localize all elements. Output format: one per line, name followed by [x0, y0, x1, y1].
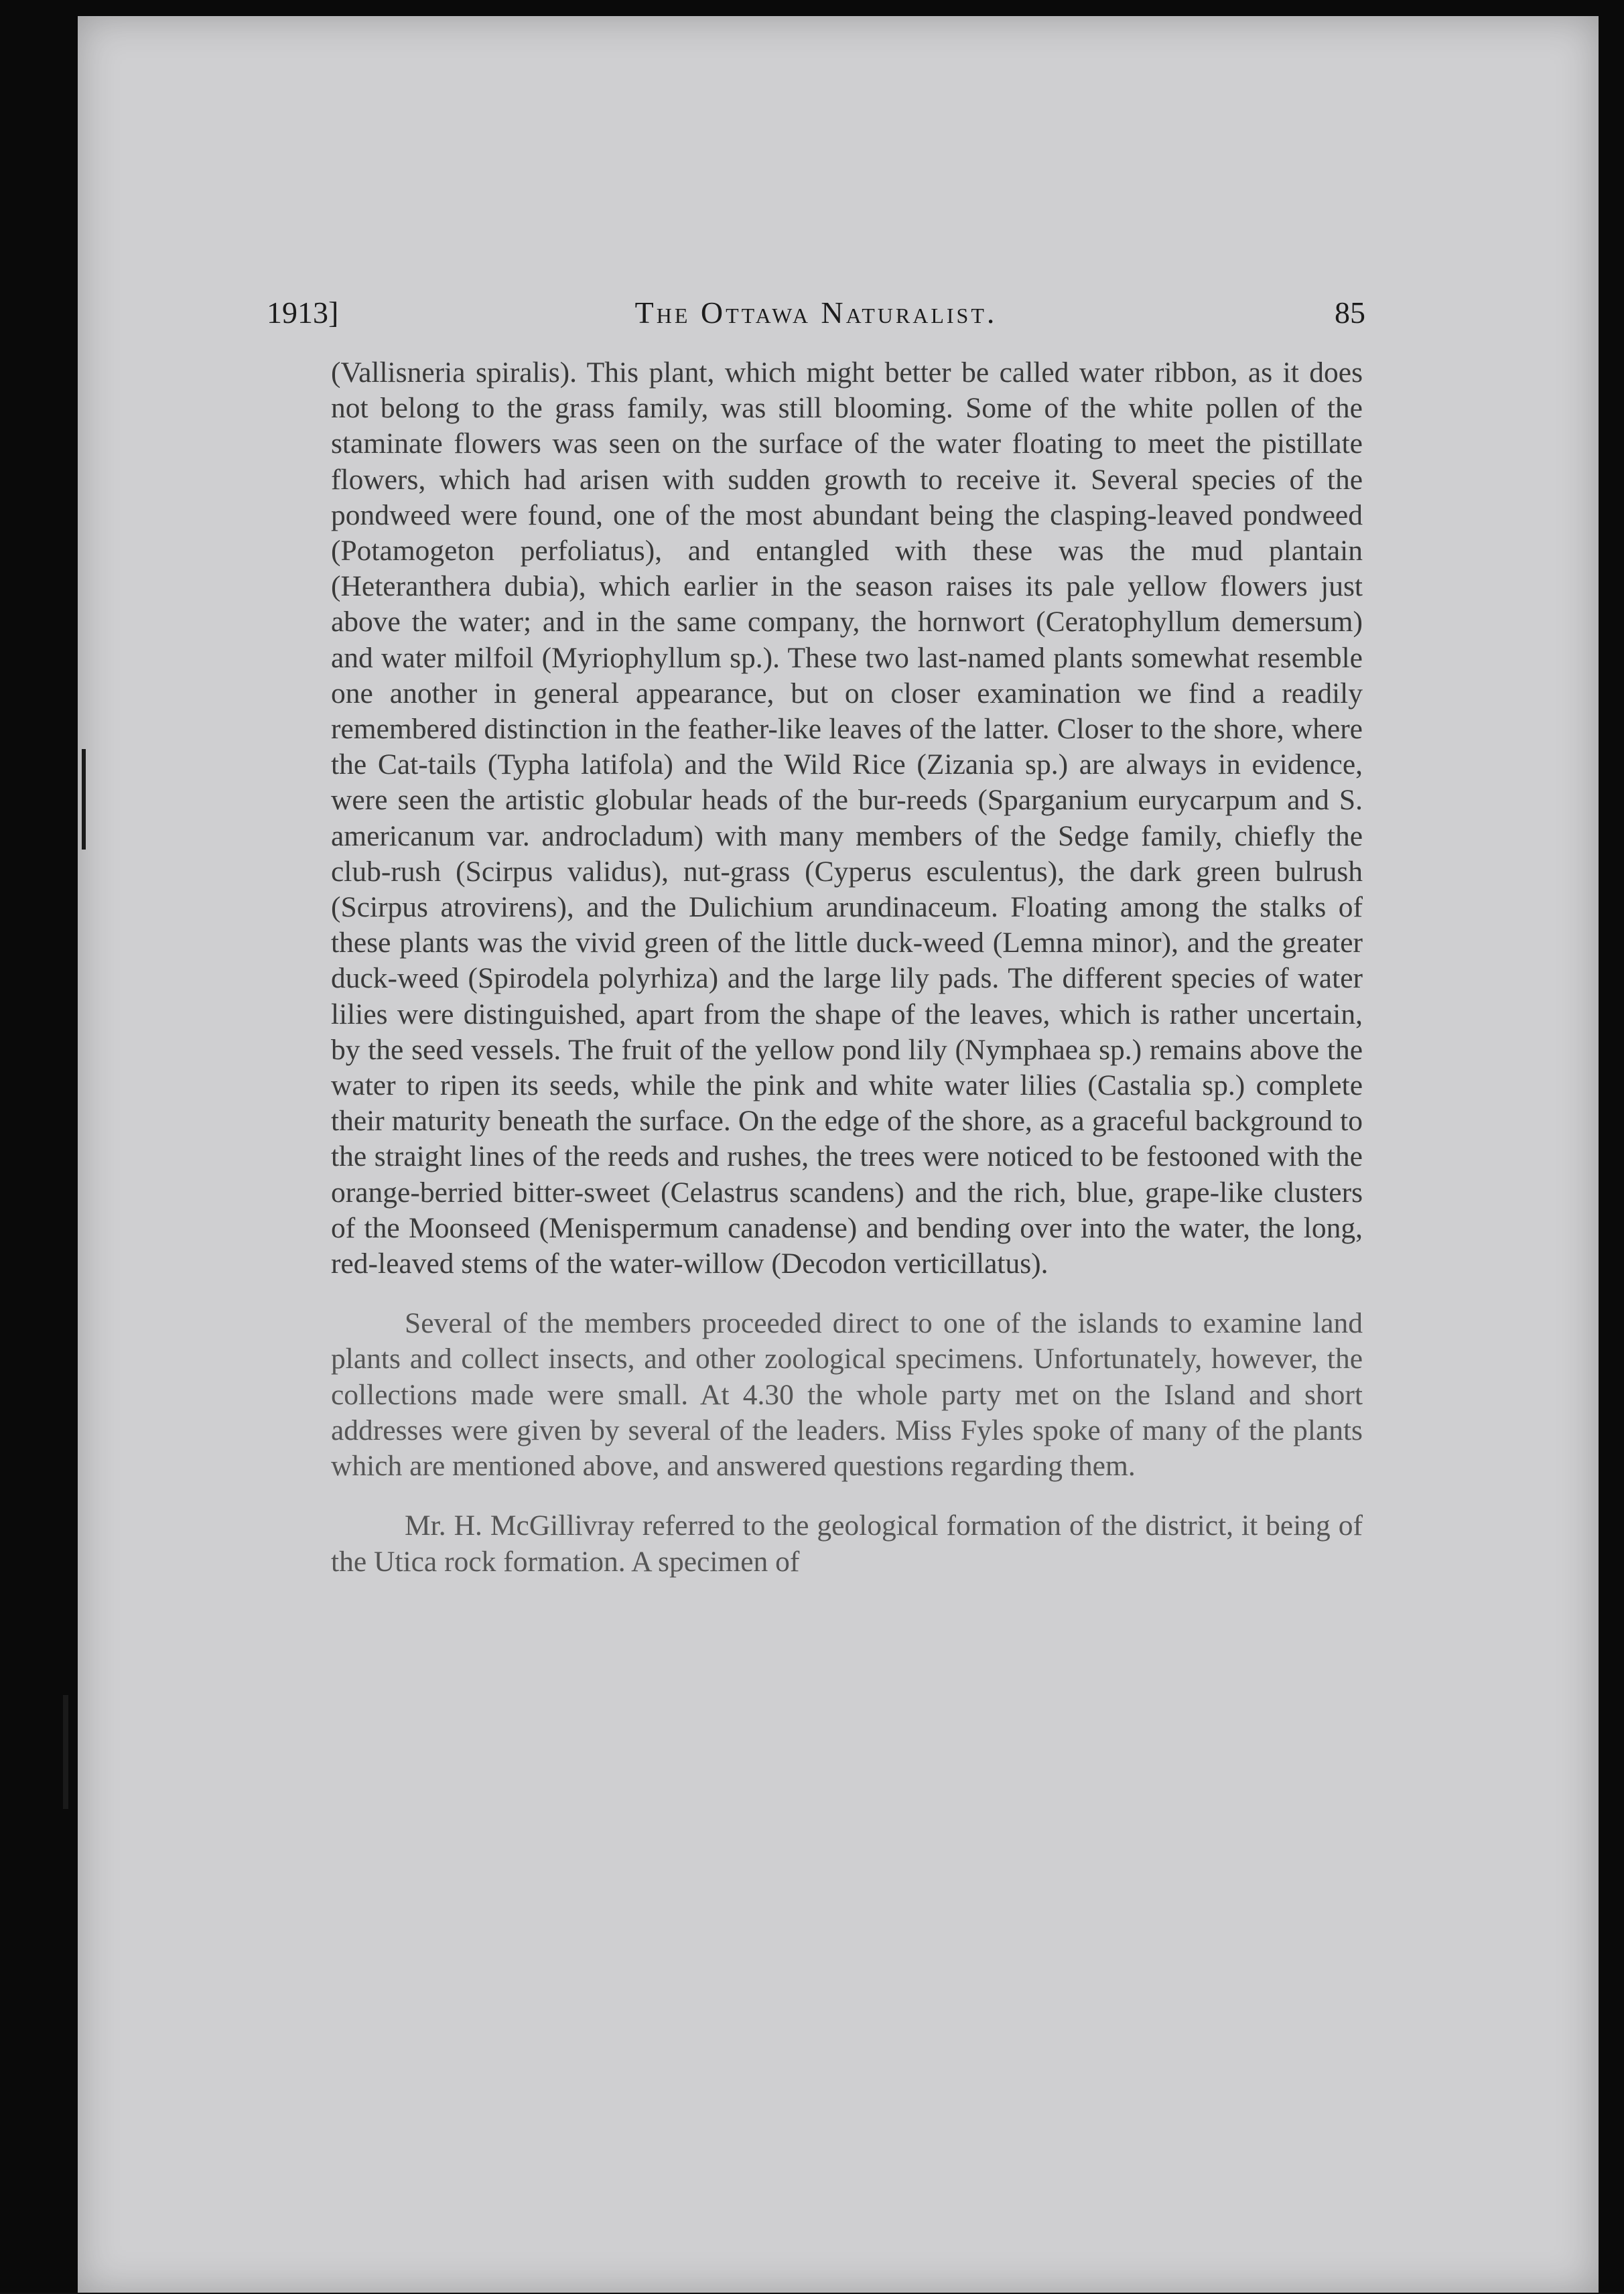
header-year: 1913]	[267, 295, 339, 330]
running-header	[267, 295, 1365, 342]
paragraph-2: Several of the members proceeded direct to one of the islands to examine land plants and collect insects, and other zoological specimens. Unfortunately, however, the collections made were small. At 4.30 the whole party met on the Island and short addresses were given by several of the leaders. Miss Fyles spoke of many of the plants which are mentioned above, and answered questions regarding them.	[331, 1307, 1363, 1483]
paragraph-3: Mr. H. McGillivray referred to the geological formation of the district, it being of the Utica rock formation. A specimen of	[331, 1509, 1363, 1578]
header-page-number: 85	[1335, 295, 1365, 330]
article-body	[331, 355, 1363, 1580]
binding-mark-bottom	[63, 1695, 68, 1809]
binding-mark-top	[82, 749, 86, 850]
paragraph-1: (Vallisneria spiralis). This plant, which might better be called water ribbon, as it does not belong to the grass family, was still blooming. Some of the white pollen of the staminate flowers was seen on the surface of the water floating to meet the pistillate flowers, which had arisen with sudden growth to receive it. Several species of the pondweed were found, one of the most abundant being the clasping-leaved pondweed (Potamogeton perfoliatus), and entangled with these was the mud plantain (Heteranthera dubia), which earlier in the season raises its pale yellow flowers just above the water; and in the same company, the hornwort (Ceratophyllum demersum) and water milfoil (Myriophyllum sp.). These two last-named plants somewhat resemble one another in general appearance, but on closer examination we find a readily remembered distinction in the feather-like leaves of the latter. Closer to the shore, where the Cat-tails (Typha latifola) and the Wild Rice (Zizania sp.) are always in evidence, were seen the artistic globular heads of the bur-reeds (Sparganium eurycarpum and S. americanum var. androcladum) with many members of the Sedge family, chiefly the club-rush (Scirpus validus), nut-grass (Cyperus esculentus), the dark green bulrush (Scirpus atrovirens), and the Dulichium arundinaceum. Floating among the stalks of these plants was the vivid green of the little duck-weed (Lemna minor), and the greater duck-weed (Spirodela polyrhiza) and the large lily pads. The different species of water lilies were distinguished, apart from the shape of the leaves, which is rather uncertain, by the seed vessels. The fruit of the yellow pond lily (Nymphaea sp.) remains above the water to ripen its seeds, while the pink and white water lilies (Castalia sp.) complete their maturity beneath the surface. On the edge of the shore, as a graceful background to the straight lines of the reeds and rushes, the trees were noticed to be festooned with the orange-berried bitter-sweet (Celastrus scandens) and the rich, blue, grape-like clusters of the Moonseed (Menispermum canadense) and bending over into the water, the long, red-leaved stems of the water-willow (Decodon verticillatus).	[331, 356, 1363, 1280]
header-journal-title: The Ottawa Naturalist.	[634, 295, 998, 330]
